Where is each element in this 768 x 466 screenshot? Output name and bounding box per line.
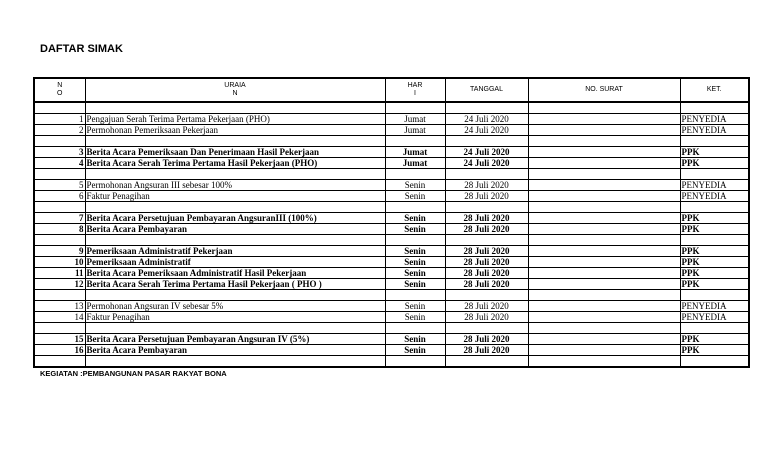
- empty-cell: [528, 290, 680, 301]
- empty-cell: [85, 202, 385, 213]
- empty-cell: [680, 136, 749, 147]
- table-header-row: [34, 78, 749, 102]
- row-number: 4: [34, 158, 85, 169]
- empty-cell: [445, 290, 528, 301]
- empty-cell: [445, 169, 528, 180]
- empty-cell: [680, 202, 749, 213]
- row-hari: Jumat: [385, 147, 445, 158]
- row-hari: Senin: [385, 268, 445, 279]
- row-uraian: Berita Acara Persetujuan Pembayaran Angsuran IV (5%): [85, 334, 385, 345]
- table-row: [34, 334, 749, 345]
- empty-cell: [385, 356, 445, 368]
- row-ket: PENYEDIA: [680, 114, 749, 125]
- empty-cell: [34, 136, 85, 147]
- table-row: [34, 213, 749, 224]
- row-no-surat: [528, 345, 680, 356]
- row-hari: Senin: [385, 301, 445, 312]
- row-no-surat: [528, 180, 680, 191]
- row-tanggal: 28 Juli 2020: [445, 257, 528, 268]
- table-row: [34, 279, 749, 290]
- row-number: 13: [34, 301, 85, 312]
- row-ket: PENYEDIA: [680, 301, 749, 312]
- row-number: 1: [34, 114, 85, 125]
- row-no-surat: [528, 114, 680, 125]
- empty-cell: [85, 169, 385, 180]
- empty-cell: [34, 356, 85, 368]
- row-ket: PENYEDIA: [680, 180, 749, 191]
- empty-cell: [445, 323, 528, 334]
- empty-cell: [528, 169, 680, 180]
- row-no-surat: [528, 224, 680, 235]
- empty-cell: [34, 202, 85, 213]
- row-no-surat: [528, 147, 680, 158]
- table-row: [34, 114, 749, 125]
- row-uraian: Pemeriksaan Administratif: [85, 257, 385, 268]
- row-hari: Senin: [385, 279, 445, 290]
- table-row: [34, 147, 749, 158]
- footer-kegiatan: KEGIATAN :PEMBANGUNAN PASAR RAKYAT BONA: [40, 369, 227, 378]
- table-row: [34, 345, 749, 356]
- row-ket: PPK: [680, 147, 749, 158]
- empty-cell: [680, 323, 749, 334]
- row-number: 3: [34, 147, 85, 158]
- empty-cell: [528, 235, 680, 246]
- row-ket: PPK: [680, 158, 749, 169]
- table-row: [34, 191, 749, 202]
- table-row-spacer: [34, 290, 749, 301]
- empty-cell: [34, 235, 85, 246]
- row-no-surat: [528, 246, 680, 257]
- row-hari: Senin: [385, 334, 445, 345]
- row-uraian: Berita Acara Serah Terima Pertama Hasil Pekerjaan (PHO): [85, 158, 385, 169]
- row-hari: Senin: [385, 312, 445, 323]
- row-tanggal: 28 Juli 2020: [445, 334, 528, 345]
- table-row-spacer: [34, 169, 749, 180]
- row-tanggal: 24 Juli 2020: [445, 158, 528, 169]
- row-uraian: Permohonan Angsuran III sebesar 100%: [85, 180, 385, 191]
- empty-cell: [85, 136, 385, 147]
- empty-cell: [528, 102, 680, 114]
- empty-cell: [34, 169, 85, 180]
- row-hari: Senin: [385, 213, 445, 224]
- row-ket: PPK: [680, 334, 749, 345]
- empty-cell: [85, 102, 385, 114]
- table-row: [34, 224, 749, 235]
- table-row: [34, 312, 749, 323]
- table-row-spacer: [34, 202, 749, 213]
- table-row-spacer: [34, 235, 749, 246]
- row-no-surat: [528, 191, 680, 202]
- row-no-surat: [528, 257, 680, 268]
- row-ket: PPK: [680, 257, 749, 268]
- table-row: [34, 257, 749, 268]
- empty-cell: [34, 323, 85, 334]
- row-uraian: Faktur Penagihan: [85, 191, 385, 202]
- header-uraian: URAIA N: [85, 78, 385, 102]
- header-ket: KET.: [680, 78, 749, 102]
- row-number: 6: [34, 191, 85, 202]
- header-tanggal: TANGGAL: [445, 78, 528, 102]
- row-ket: PPK: [680, 213, 749, 224]
- table-row-spacer: [34, 136, 749, 147]
- row-hari: Senin: [385, 180, 445, 191]
- row-number: 7: [34, 213, 85, 224]
- empty-cell: [445, 356, 528, 368]
- row-no-surat: [528, 158, 680, 169]
- row-tanggal: 24 Juli 2020: [445, 114, 528, 125]
- row-tanggal: 28 Juli 2020: [445, 301, 528, 312]
- row-number: 16: [34, 345, 85, 356]
- row-no-surat: [528, 125, 680, 136]
- row-hari: Senin: [385, 191, 445, 202]
- row-number: 10: [34, 257, 85, 268]
- row-number: 12: [34, 279, 85, 290]
- row-tanggal: 28 Juli 2020: [445, 224, 528, 235]
- row-uraian: Permohonan Angsuran IV sebesar 5%: [85, 301, 385, 312]
- row-uraian: Berita Acara Pemeriksaan Dan Penerimaan Hasil Pekerjaan: [85, 147, 385, 158]
- checklist-table-container: [33, 77, 726, 368]
- empty-cell: [680, 102, 749, 114]
- row-ket: PPK: [680, 268, 749, 279]
- row-tanggal: 24 Juli 2020: [445, 125, 528, 136]
- empty-cell: [445, 136, 528, 147]
- empty-cell: [445, 102, 528, 114]
- row-no-surat: [528, 334, 680, 345]
- checklist-table: [33, 77, 750, 368]
- row-tanggal: 28 Juli 2020: [445, 191, 528, 202]
- row-uraian: Berita Acara Serah Terima Pertama Hasil Pekerjaan ( PHO ): [85, 279, 385, 290]
- table-row: [34, 125, 749, 136]
- empty-cell: [528, 323, 680, 334]
- empty-cell: [680, 290, 749, 301]
- table-row: [34, 180, 749, 191]
- row-hari: Senin: [385, 224, 445, 235]
- table-row-spacer: [34, 102, 749, 114]
- row-tanggal: 28 Juli 2020: [445, 312, 528, 323]
- empty-cell: [34, 290, 85, 301]
- row-tanggal: 28 Juli 2020: [445, 213, 528, 224]
- row-hari: Senin: [385, 345, 445, 356]
- row-uraian: Pengajuan Serah Terima Pertama Pekerjaan (PHO): [85, 114, 385, 125]
- empty-cell: [385, 235, 445, 246]
- header-no: N O: [34, 78, 85, 102]
- row-no-surat: [528, 279, 680, 290]
- row-number: 2: [34, 125, 85, 136]
- row-number: 15: [34, 334, 85, 345]
- row-hari: Senin: [385, 246, 445, 257]
- row-number: 11: [34, 268, 85, 279]
- row-no-surat: [528, 312, 680, 323]
- table-row-spacer: [34, 323, 749, 334]
- row-ket: PENYEDIA: [680, 191, 749, 202]
- table-row-spacer: [34, 356, 749, 368]
- empty-cell: [385, 169, 445, 180]
- row-uraian: Berita Acara Pembayaran: [85, 345, 385, 356]
- row-ket: PPK: [680, 246, 749, 257]
- empty-cell: [385, 136, 445, 147]
- empty-cell: [85, 323, 385, 334]
- row-uraian: Faktur Penagihan: [85, 312, 385, 323]
- table-row: [34, 301, 749, 312]
- empty-cell: [528, 202, 680, 213]
- table-row: [34, 158, 749, 169]
- row-ket: PENYEDIA: [680, 312, 749, 323]
- row-number: 5: [34, 180, 85, 191]
- empty-cell: [445, 202, 528, 213]
- row-hari: Jumat: [385, 158, 445, 169]
- row-number: 9: [34, 246, 85, 257]
- row-tanggal: 28 Juli 2020: [445, 345, 528, 356]
- empty-cell: [680, 235, 749, 246]
- empty-cell: [528, 356, 680, 368]
- row-no-surat: [528, 268, 680, 279]
- header-hari: HAR I: [385, 78, 445, 102]
- empty-cell: [680, 356, 749, 368]
- empty-cell: [385, 202, 445, 213]
- row-hari: Senin: [385, 257, 445, 268]
- row-hari: Jumat: [385, 114, 445, 125]
- empty-cell: [85, 290, 385, 301]
- table-row: [34, 246, 749, 257]
- row-uraian: Berita Acara Pemeriksaan Administratif Hasil Pekerjaan: [85, 268, 385, 279]
- empty-cell: [385, 323, 445, 334]
- row-number: 8: [34, 224, 85, 235]
- empty-cell: [34, 102, 85, 114]
- empty-cell: [385, 102, 445, 114]
- row-tanggal: 28 Juli 2020: [445, 180, 528, 191]
- row-tanggal: 28 Juli 2020: [445, 246, 528, 257]
- row-no-surat: [528, 213, 680, 224]
- document-title: DAFTAR SIMAK: [40, 43, 123, 55]
- table-body: [34, 102, 749, 367]
- empty-cell: [680, 169, 749, 180]
- row-uraian: Berita Acara Pembayaran: [85, 224, 385, 235]
- empty-cell: [85, 235, 385, 246]
- row-uraian: Berita Acara Persetujuan Pembayaran AngsuranIII (100%): [85, 213, 385, 224]
- row-ket: PPK: [680, 345, 749, 356]
- empty-cell: [385, 290, 445, 301]
- empty-cell: [445, 235, 528, 246]
- row-uraian: Pemeriksaan Administratif Pekerjaan: [85, 246, 385, 257]
- row-number: 14: [34, 312, 85, 323]
- row-ket: PENYEDIA: [680, 125, 749, 136]
- empty-cell: [528, 136, 680, 147]
- row-tanggal: 24 Juli 2020: [445, 147, 528, 158]
- empty-cell: [85, 356, 385, 368]
- row-ket: PPK: [680, 279, 749, 290]
- header-no-surat: NO. SURAT: [528, 78, 680, 102]
- table-row: [34, 268, 749, 279]
- row-uraian: Permohonan Pemeriksaan Pekerjaan: [85, 125, 385, 136]
- row-tanggal: 28 Juli 2020: [445, 279, 528, 290]
- row-no-surat: [528, 301, 680, 312]
- row-ket: PPK: [680, 224, 749, 235]
- row-hari: Jumat: [385, 125, 445, 136]
- row-tanggal: 28 Juli 2020: [445, 268, 528, 279]
